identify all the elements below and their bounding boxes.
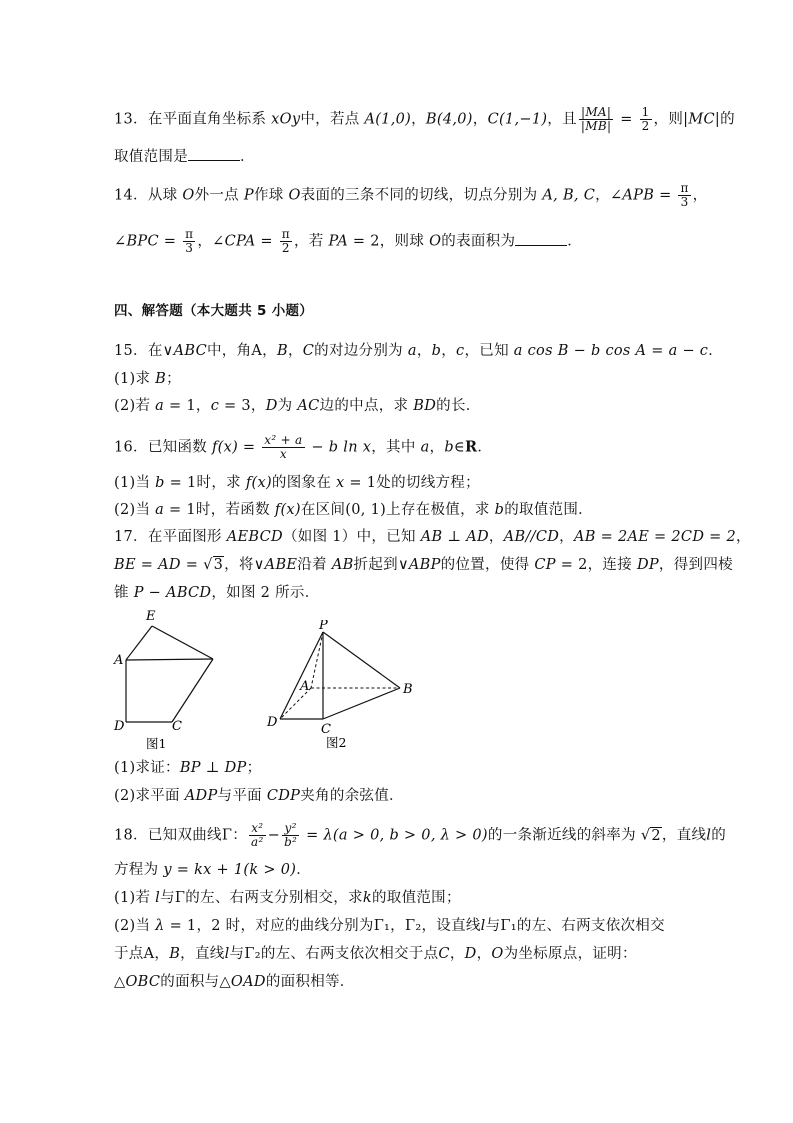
q16-line1: 16．已知函数 f(x) = $\frac{\text{x² + a}}{x}$ − b ln x，其中 a，b∈R． [114, 433, 493, 461]
label-c: C [172, 719, 182, 734]
fraction-pi-3: $\frac{\pi}{3}$ [680, 181, 689, 209]
edge-pd [280, 632, 323, 719]
figure-1 [108, 606, 228, 754]
label-e: E [146, 609, 156, 624]
q15-line1: 15．在∨ABC中，角A，B，C的对边分别为 a，b，c，已知 a cos B − b cos A = a − c． [114, 343, 724, 359]
edge-ae [126, 626, 152, 660]
ratio-ma-mb: $\frac{|MA|}{|MB|}$ [580, 105, 612, 133]
q17-line3: 锥 P − ABCD，如图 2 所示． [114, 585, 320, 601]
edge-cb [323, 688, 400, 719]
label-c: C [321, 722, 331, 737]
label-p: P [319, 620, 328, 633]
q18-part1: (1)若 l与Γ的左、右两支分别相交，求k的取值范围； [114, 890, 461, 906]
figure-2 [262, 620, 422, 752]
q17-part1: (1)求证：BP ⊥ DP； [114, 760, 262, 776]
edge-cb [172, 659, 213, 722]
q17-line2: BE = AD = √3，将∨ABE沿着 AB折起到∨ABP的位置，使得 CP = 2，连接 DP，得到四棱 [114, 557, 733, 573]
label-d: D [114, 719, 125, 734]
q18-part2: (2)当 λ = 1，2 时，对应的曲线分别为Γ₁，Γ₂，设直线l与Γ₁的左、右两支依次相交 [114, 918, 665, 934]
label-b: B [403, 682, 413, 697]
q15-part2: (2)若 a = 1，c = 3，D为 AC边的中点，求 BD的长． [114, 398, 481, 414]
label-a: A [114, 653, 124, 668]
fraction-x2-a2: $\frac{\text{x²}}{\text{a²}}$ [251, 821, 264, 849]
q16-part1: (1)当 b = 1时，求 f(x)的图象在 x = 1处的切线方程； [114, 475, 480, 491]
edge-pb [323, 632, 400, 688]
q18-part2-cont: 于点A，B，直线l与Γ₂的左、右两支依次相交于点C，D，O为坐标原点，证明： [114, 946, 637, 962]
label-a: A [300, 679, 310, 694]
answer-blank [188, 146, 240, 161]
q13-line1: 13．在平面直角坐标系 xOy中，若点 A(1,0)，B(4,0)，C(1,−1)，且 $\frac{|MA|}{|MB|}$ = $\frac{1}{2}$ ，则|MC|的 [114, 105, 735, 133]
q18-part2-end: △OBC的面积与△OAD的面积相等． [114, 974, 355, 990]
q14-line1: 14．从球 O外一点 P作球 O表面的三条不同的切线，切点分别为 A, B, C，∠APB = $\frac{\pi}{3}$ ， [114, 181, 708, 209]
q16-part2: (2)当 a = 1时，若函数 f(x)在区间(0, 1)上存在极值，求 b的取值范围． [114, 502, 593, 518]
fraction-pi-2: $\frac{\pi}{2}$ [281, 227, 290, 255]
edge-eb [152, 626, 213, 659]
q18-line2: 方程为 y = kx + 1(k > 0)． [114, 862, 312, 878]
fraction-y2-b2: $\frac{\text{y²}}{\text{b²}}$ [284, 821, 298, 849]
q13-line2: 取值范围是 ． [114, 146, 255, 167]
label-d: D [267, 715, 278, 730]
figure-2-caption: 图2 [326, 735, 347, 750]
fraction-pi-3: $\frac{\pi}{3}$ [185, 227, 194, 255]
q15-part1: (1)求 B； [114, 371, 181, 387]
answer-blank [515, 231, 567, 246]
q14-line2: ∠BPC = $\frac{\pi}{3}$ ，∠CPA = $\frac{\pi}{2}$ ，若 PA = 2，则球 O的表面积为 ． [114, 227, 583, 255]
q17-line1: 17．在平面图形 AEBCD（如图 1）中，已知 AB ⊥ AD，AB//CD，AB = 2AE = 2CD = 2， [114, 529, 751, 545]
edge-pa-hidden [311, 632, 323, 688]
q18-line1: 18．已知双曲线Γ： $\frac{\text{x²}}{\text{a²}}$ − $\frac{\text{y²}}{\text{b²}}$ = λ(a > 0, b > 0, λ > 0)的一条渐近线的斜率为 √2，直线l的 [114, 821, 727, 849]
fraction-x2a-over-x: $\frac{\text{x² + a}}{x}$ [264, 433, 303, 461]
q17-part2: (2)求平面 ADP与平面 CDP夹角的余弦值． [114, 788, 404, 804]
fraction-one-half: $\frac{1}{2}$ [641, 105, 650, 133]
section-title: 四、解答题（本大题共 5 小题） [114, 303, 314, 319]
figure-1-caption: 图1 [146, 736, 167, 751]
edge-ab [126, 659, 213, 660]
